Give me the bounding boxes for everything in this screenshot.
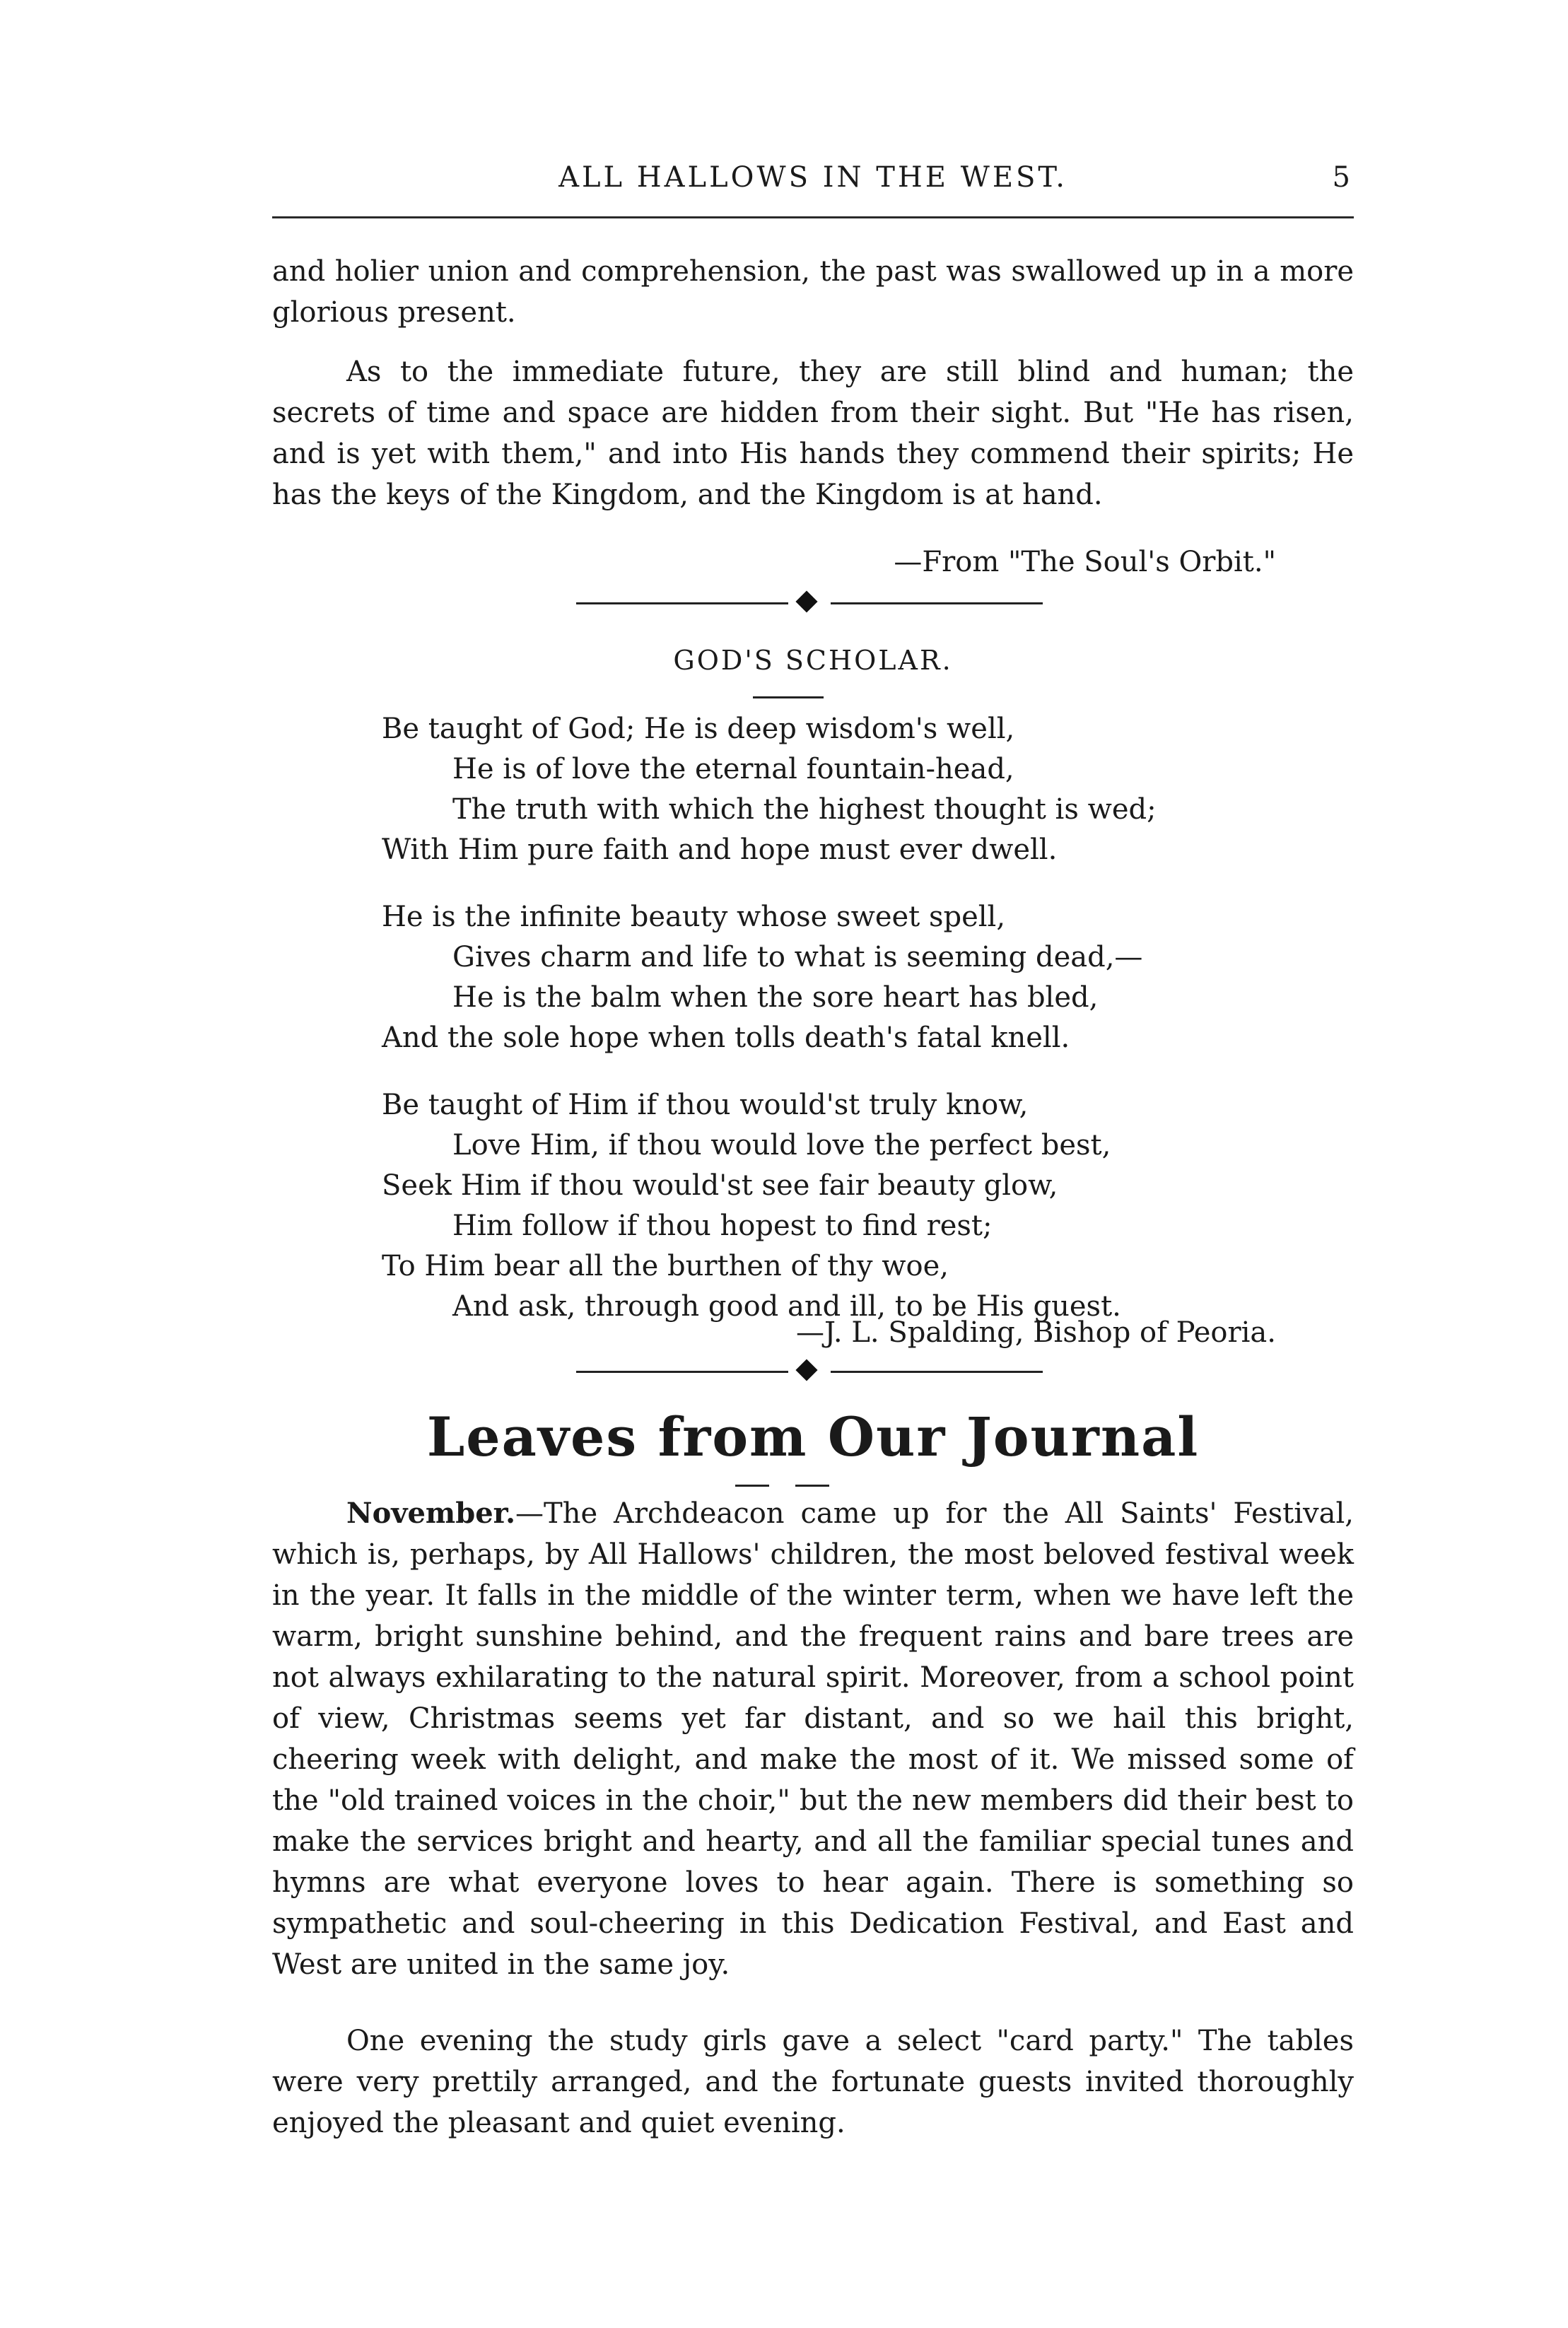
separator-line: [831, 1371, 1043, 1373]
poem-body: [382, 709, 1301, 1354]
poem-line: Gives charm and life to what is seeming dead,—: [452, 941, 1143, 973]
title-dash: [735, 1485, 769, 1487]
journal-paragraph-1: [272, 1493, 1354, 1985]
poem-stanza: [382, 897, 1301, 1058]
separator-line: [576, 1371, 788, 1373]
poem-line: Be taught of God; He is deep wisdom's well,: [382, 713, 1015, 745]
title-dash: [795, 1485, 829, 1487]
section-title: Leaves from Our Journal: [426, 1405, 1200, 1468]
poem-line: Seek Him if thou would'st see fair beauty glow,: [382, 1169, 1058, 1202]
running-title: ALL HALLOWS IN THE WEST.: [558, 161, 1067, 194]
poem-title: GOD'S SCHOLAR.: [673, 645, 953, 676]
diamond-ornament-icon: [795, 590, 817, 612]
poem-line: With Him pure faith and hope must ever dwell.: [382, 833, 1058, 866]
poem-line: Him follow if thou hopest to find rest;: [452, 1210, 993, 1242]
poem-line: The truth with which the highest thought is wed;: [452, 793, 1157, 826]
header-rule: [272, 216, 1354, 218]
poem-line: He is the infinite beauty whose sweet spell,: [382, 901, 1006, 933]
poem-line: Love Him, if thou would love the perfect best,: [452, 1129, 1111, 1162]
poem-attribution: —J. L. Spalding, Bishop of Peoria.: [795, 1316, 1276, 1349]
diamond-ornament-icon: [795, 1359, 817, 1381]
separator-line: [831, 602, 1043, 604]
poem-line: And ask, through good and ill, to be His guest.: [452, 1290, 1121, 1323]
journal-text: —The Archdeacon came up for the All Saints' Festival, which is, perhaps, by All Hallows' children, the most beloved festival week in the year. It falls in the middle of the winter term, when we have left the warm, bright sunshine behind, and the frequent rains and bare trees are not always exhilarating to the natural spirit. Moreover, from a school point of view, Christmas seems yet far distant, and so we hail this bright, cheering week with delight, and make the most of it. We missed some of the "old trained voices in the choir," but the new members did their best to make the services bright and hearty, and all the familiar special tunes and hymns are what everyone loves to hear again. There is something so sympathetic and soul-cheering in this Dedication Festival, and East and West are united in the same joy.: [272, 1497, 1354, 1981]
continuation-paragraph-1: and holier union and comprehension, the past was swallowed up in a more glorious present.: [272, 255, 1354, 329]
poem-line: To Him bear all the burthen of thy woe,: [382, 1250, 949, 1282]
poem-line: And the sole hope when tolls death's fatal knell.: [382, 1022, 1070, 1054]
title-underline: [753, 696, 824, 698]
poem-stanza: [382, 709, 1301, 870]
ornament-separator: [576, 1361, 1043, 1382]
poem-stanza: [382, 1085, 1301, 1327]
continuation-paragraph-2: As to the immediate future, they are still blind and human; the secrets of time and space are hidden from their sight. But "He has risen, and is yet with them," and into His hands they commend their spirits; He has the keys of the Kingdom, and the Kingdom is at hand.: [272, 356, 1354, 511]
running-header: [276, 161, 1350, 204]
ornament-separator: [576, 592, 1043, 614]
page-number: 5: [1332, 161, 1350, 194]
separator-line: [576, 602, 788, 604]
journal-paragraph-2: One evening the study girls gave a select "card party." The tables were very prettily arranged, and the fortunate guests invited thoroughly enjoyed the pleasant and quiet evening.: [272, 2025, 1354, 2139]
poem-line: Be taught of Him if thou would'st truly know,: [382, 1089, 1029, 1121]
continuation-attribution: —From "The Soul's Orbit.": [894, 546, 1276, 578]
month-heading: November.: [346, 1497, 516, 1530]
poem-line: He is the balm when the sore heart has bled,: [452, 981, 1099, 1014]
poem-line: He is of love the eternal fountain-head,: [452, 753, 1014, 785]
